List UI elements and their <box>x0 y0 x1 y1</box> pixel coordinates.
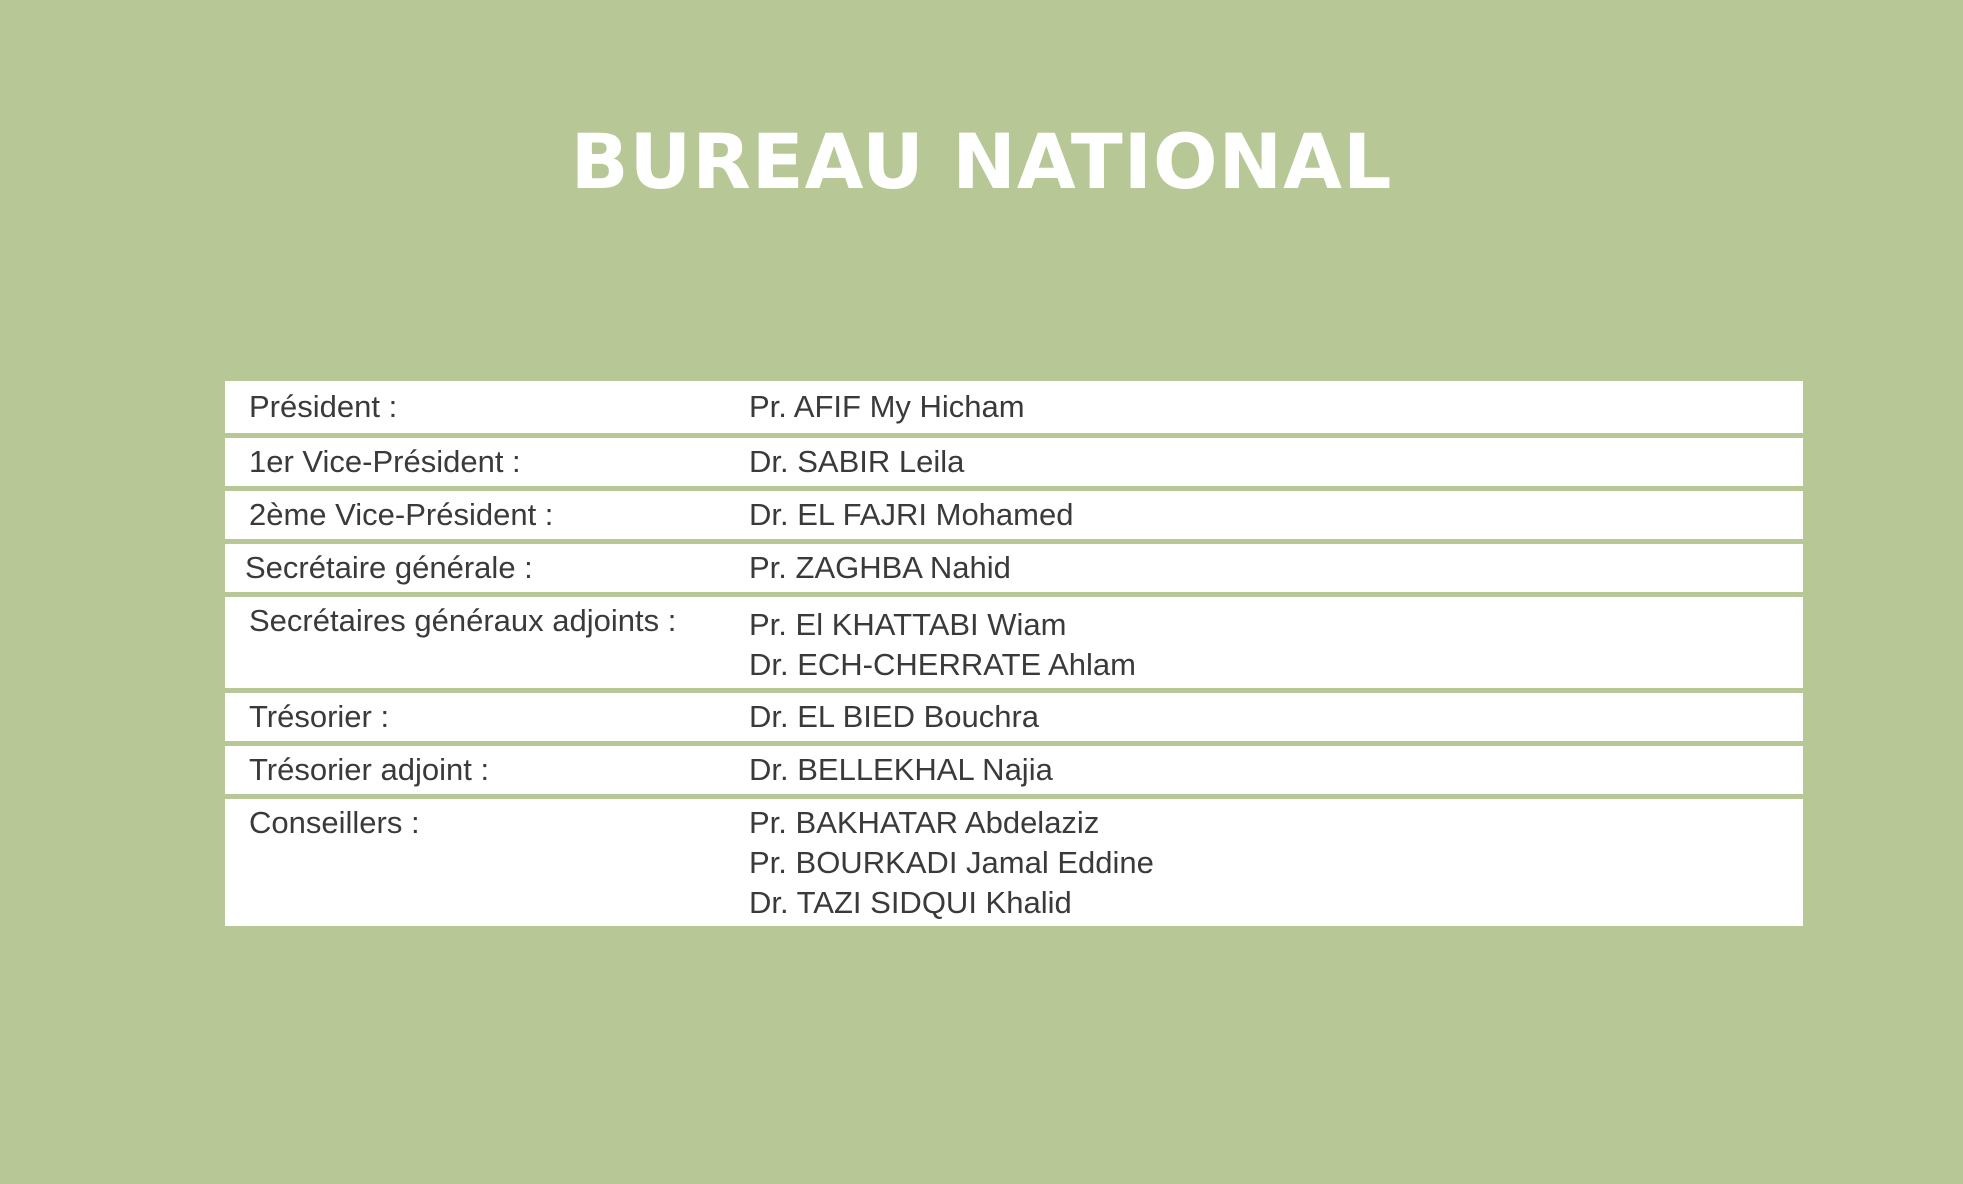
role-label: Secrétaires généraux adjoints : <box>249 603 677 638</box>
table-row <box>225 544 1803 592</box>
role-label: Trésorier adjoint : <box>249 752 490 787</box>
member-names <box>749 548 1803 588</box>
member-name: Pr. El KHATTABI Wiam <box>749 607 1067 642</box>
role-label: 1er Vice-Président : <box>249 444 521 479</box>
role-label: Trésorier : <box>249 699 390 734</box>
role-label: Président : <box>249 389 398 424</box>
member-names <box>749 442 1803 482</box>
role-label: Conseillers : <box>249 805 420 840</box>
table-row <box>225 597 1803 688</box>
member-name: Pr. ZAGHBA Nahid <box>749 550 1011 585</box>
table-row <box>225 381 1803 433</box>
member-name: Pr. BAKHATAR Abdelaziz <box>749 805 1100 840</box>
member-names <box>749 495 1803 535</box>
page-title: BUREAU NATIONAL <box>570 117 1393 206</box>
table-row <box>225 438 1803 486</box>
member-names <box>749 601 1803 685</box>
table-row <box>225 693 1803 741</box>
table-row <box>225 746 1803 794</box>
role-label: 2ème Vice-Président : <box>249 497 554 532</box>
member-names <box>749 387 1803 427</box>
member-name: Dr. TAZI SIDQUI Khalid <box>749 885 1072 920</box>
member-name: Dr. EL BIED Bouchra <box>749 699 1040 734</box>
role-label: Secrétaire générale : <box>245 550 533 585</box>
member-name: Dr. SABIR Leila <box>749 444 965 479</box>
member-names <box>749 803 1803 923</box>
member-names <box>749 750 1803 790</box>
member-name: Dr. EL FAJRI Mohamed <box>749 497 1074 532</box>
member-name: Pr. BOURKADI Jamal Eddine <box>749 845 1154 880</box>
members-table <box>225 381 1803 931</box>
table-row <box>225 799 1803 926</box>
member-name: Pr. AFIF My Hicham <box>749 389 1025 424</box>
member-names <box>749 697 1803 737</box>
member-name: Dr. BELLEKHAL Najia <box>749 752 1053 787</box>
table-row <box>225 491 1803 539</box>
member-name: Dr. ECH-CHERRATE Ahlam <box>749 647 1136 682</box>
